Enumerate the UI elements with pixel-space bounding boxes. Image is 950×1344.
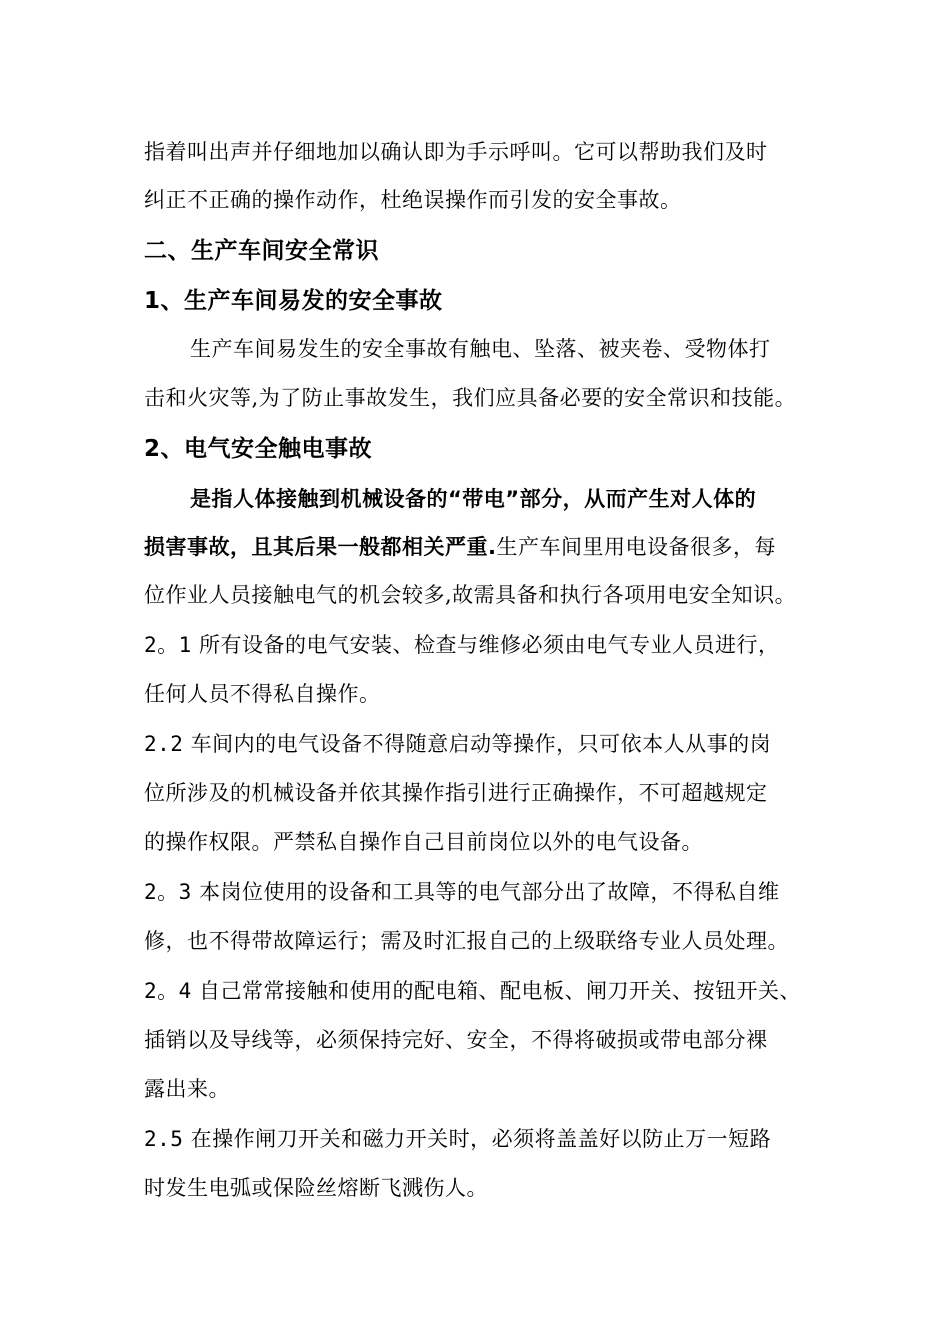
item-text: 本岗位使用的设备和工具等的电气部分出了故障，不得私自维 xyxy=(198,880,780,904)
paragraph-line: 指着叫出声并仔细地加以确认即为手示呼叫。它可以帮助我们及时 xyxy=(144,140,768,164)
subsection-heading: 2、电气安全触电事故 xyxy=(144,436,373,462)
paragraph-line: 露出来。 xyxy=(144,1077,230,1101)
paragraph-line: 纠正不正确的操作动作，杜绝误操作而引发的安全事故。 xyxy=(144,188,682,212)
item-number: 2。3 xyxy=(144,880,192,904)
list-item xyxy=(144,877,844,907)
paragraph-line: 修，也不得带故障运行；需及时汇报自己的上级联络专业人员处理。 xyxy=(144,929,789,953)
item-number: 2。1 xyxy=(144,633,192,657)
paragraph-line: 位所涉及的机械设备并依其操作指引进行正确操作，不可超越规定 xyxy=(144,781,768,805)
item-number: 2.5 xyxy=(144,1127,184,1151)
paragraph-line xyxy=(144,532,844,562)
list-item xyxy=(144,630,844,660)
item-number: 2。4 xyxy=(144,979,192,1003)
paragraph-line: 插销以及导线等，必须保持完好、安全，不得将破损或带电部分裸 xyxy=(144,1028,768,1052)
list-item xyxy=(144,1124,844,1154)
normal-text: 生产车间里用电设备很多，每 xyxy=(496,535,776,559)
item-text: 自己常常接触和使用的配电箱、配电板、闸刀开关、按钮开关、 xyxy=(198,979,801,1003)
item-number: 2.2 xyxy=(144,732,184,756)
paragraph-line: 的操作权限。严禁私自操作自己目前岗位以外的电气设备。 xyxy=(144,830,703,854)
paragraph-line: 击和火灾等,为了防止事故发生，我们应具备必要的安全常识和技能。 xyxy=(144,386,797,410)
paragraph-line: 位作业人员接触电气的机会较多,故需具备和执行各项用电安全知识。 xyxy=(144,583,797,607)
item-text: 所有设备的电气安装、检查与维修必须由电气专业人员进行， xyxy=(198,633,780,657)
bold-text: 损害事故，且其后果一般都相关严重. xyxy=(144,535,497,559)
subsection-heading: 1、生产车间易发的安全事故 xyxy=(144,288,443,314)
paragraph-line: 任何人员不得私自操作。 xyxy=(144,682,381,706)
list-item xyxy=(144,976,844,1006)
item-text: 在操作闸刀开关和磁力开关时，必须将盖盖好以防止万一短路 xyxy=(190,1127,772,1151)
item-text: 车间内的电气设备不得随意启动等操作，只可依本人从事的岗 xyxy=(190,732,772,756)
paragraph-line: 生产车间易发生的安全事故有触电、坠落、被夹卷、受物体打 xyxy=(190,337,771,361)
paragraph-line: 时发生电弧或保险丝熔断飞溅伤人。 xyxy=(144,1176,488,1200)
list-item xyxy=(144,729,844,759)
section-heading: 二、生产车间安全常识 xyxy=(144,238,379,264)
paragraph-line-bold: 是指人体接触到机械设备的“带电”部分，从而产生对人体的 xyxy=(190,487,757,511)
